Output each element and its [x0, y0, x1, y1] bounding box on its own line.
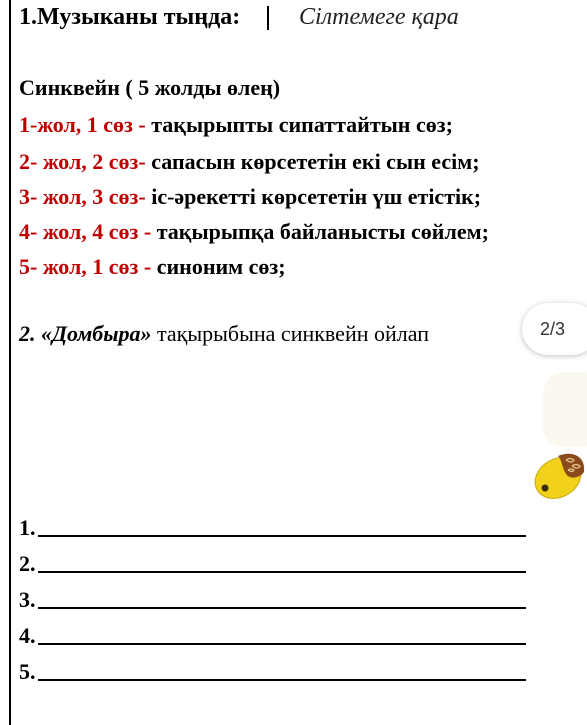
line-text: синоним сөз;	[151, 254, 286, 279]
text-cursor	[267, 6, 269, 30]
line-prefix: 3- жол, 3 сөз-	[19, 184, 146, 209]
page-left-border	[9, 0, 11, 725]
answer-number: 3.	[19, 587, 36, 612]
dombyra-image	[528, 448, 587, 508]
line-text: тақырыпты сипаттайтын сөз;	[151, 112, 453, 137]
task2-text: тақырыбына синквейн ойлап	[151, 321, 429, 346]
answer-blank[interactable]	[38, 570, 526, 573]
page-indicator: 2/3	[522, 303, 587, 355]
answer-number: 4.	[19, 623, 36, 648]
answer-line-3[interactable]	[19, 587, 526, 613]
answer-line-1[interactable]	[19, 515, 526, 541]
line-text: іс-әрекетті көрсететін үш етістік;	[145, 184, 482, 209]
answer-blank[interactable]	[38, 642, 526, 645]
image-background	[543, 372, 587, 447]
task2-title: «Домбыра»	[41, 321, 152, 346]
task2-number: 2.	[19, 321, 41, 346]
cinquain-line-2	[19, 149, 480, 175]
cinquain-heading: Синквейн ( 5 жолды өлең)	[19, 75, 281, 100]
answer-number: 5.	[19, 659, 36, 684]
line-prefix: 1-жол, 1 сөз -	[19, 112, 152, 137]
answer-number: 1.	[19, 515, 36, 540]
answer-line-5[interactable]	[19, 659, 526, 685]
line-text: тақырыпқа байланысты сөйлем;	[151, 219, 489, 244]
answer-blank[interactable]	[38, 678, 526, 681]
line-prefix: 5- жол, 1 сөз -	[19, 254, 152, 279]
reference-link[interactable]: Сілтемеге қара	[299, 4, 459, 30]
answer-blank[interactable]	[38, 606, 526, 609]
answer-line-2[interactable]	[19, 551, 526, 577]
answer-blank[interactable]	[38, 534, 526, 537]
cinquain-line-5	[19, 254, 286, 280]
line-text: сапасын көрсететін екі сын есім;	[145, 149, 480, 174]
line-prefix: 4- жол, 4 сөз -	[19, 219, 152, 244]
cinquain-line-3	[19, 184, 481, 210]
task1-label: 1.Музыканы тыңда:	[19, 4, 241, 30]
answer-number: 2.	[19, 551, 36, 576]
cinquain-line-4	[19, 219, 489, 245]
answer-line-4[interactable]	[19, 623, 526, 649]
cinquain-line-1	[19, 112, 453, 138]
line-prefix: 2- жол, 2 сөз-	[19, 149, 146, 174]
task2-prompt	[19, 321, 429, 347]
